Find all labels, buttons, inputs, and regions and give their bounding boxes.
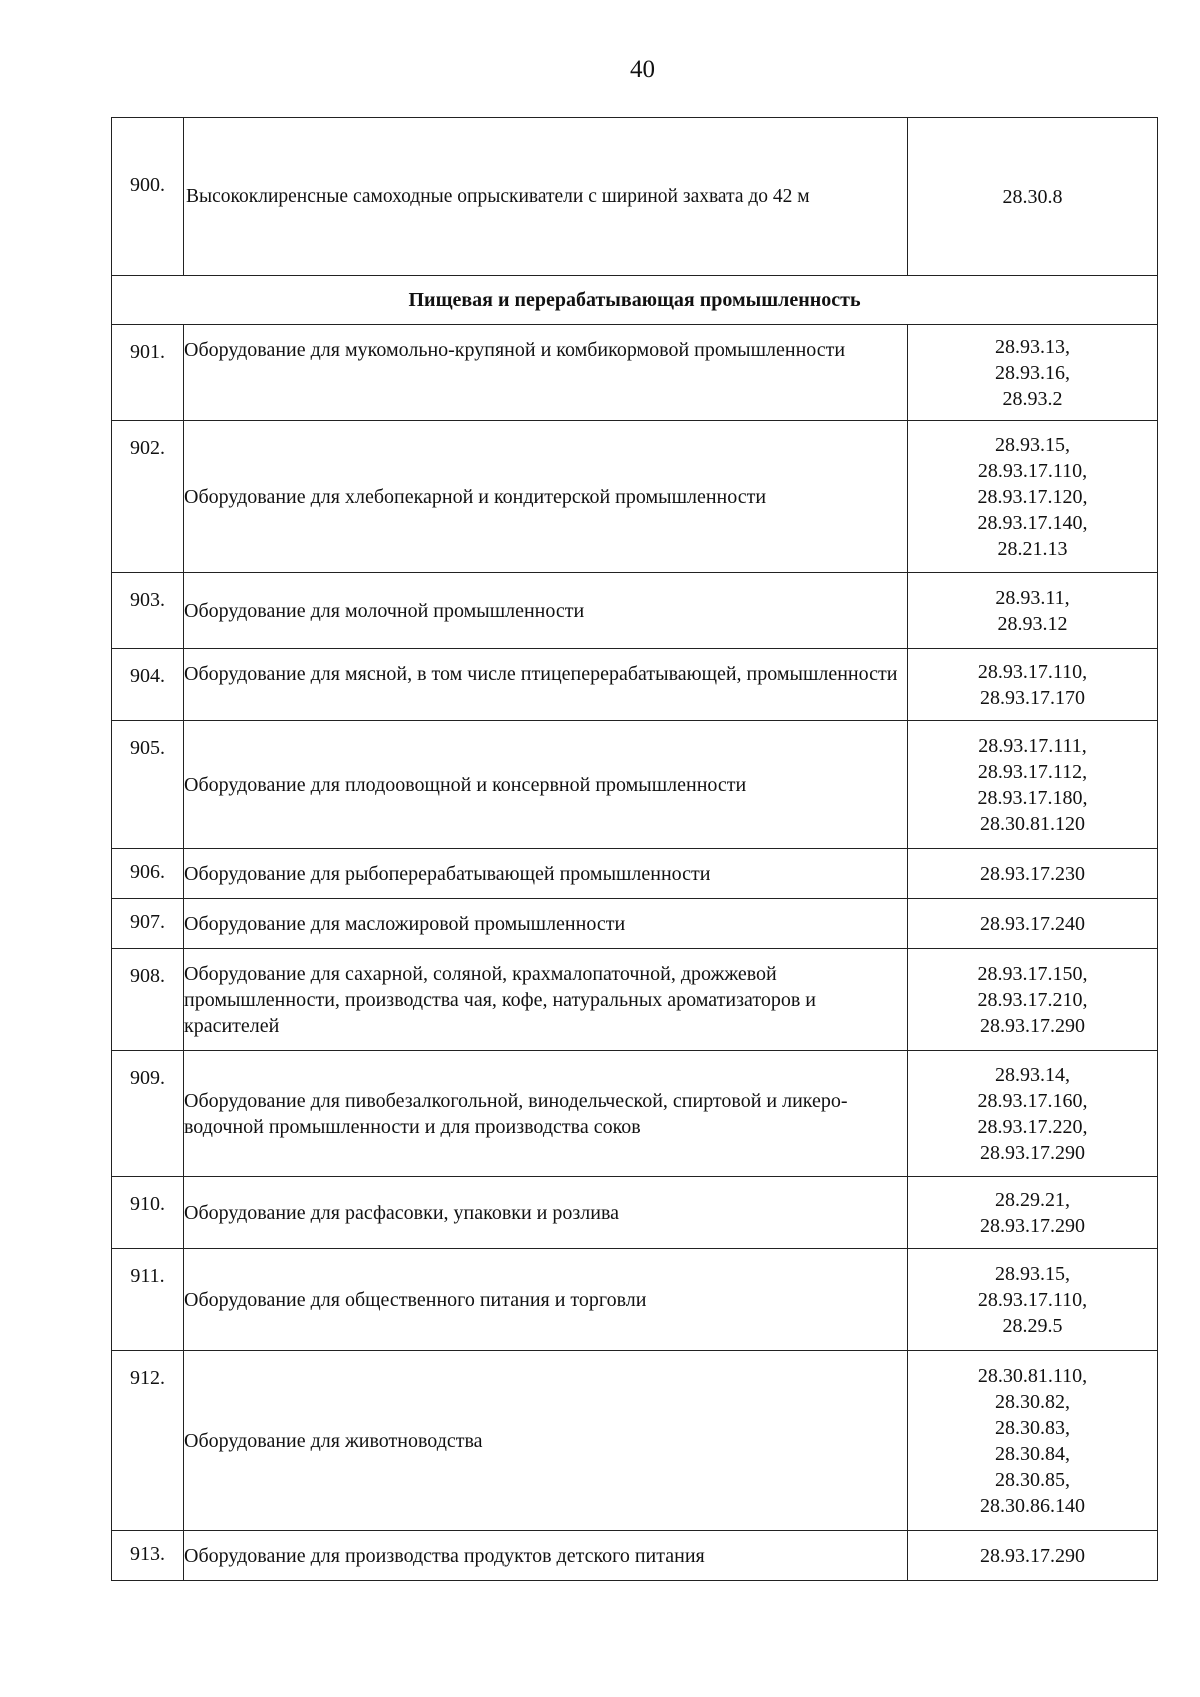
row-name: Оборудование для молочной промышленности (184, 573, 908, 649)
section-header-row (112, 276, 1158, 325)
code-line: 28.29.21, (995, 1188, 1070, 1211)
code-line: 28.93.17.112, (977, 760, 1088, 783)
row-number: 902. (112, 421, 184, 573)
row-name: Оборудование для производства продуктов детского питания (184, 1531, 908, 1581)
code-line: 28.30.86.140 (980, 1494, 1085, 1517)
row-codes (908, 1051, 1158, 1177)
row-number: 910. (112, 1177, 184, 1249)
row-codes (908, 118, 1158, 276)
row-name: Оборудование для мясной, в том числе птицеперерабатывающей, промышленности (184, 649, 908, 721)
row-name: Оборудование для животноводства (184, 1351, 908, 1531)
table-row (112, 1249, 1158, 1351)
row-codes (908, 573, 1158, 649)
code-line: 28.30.83, (995, 1416, 1070, 1439)
code-line: 28.30.81.110, (977, 1364, 1088, 1387)
row-codes (908, 949, 1158, 1051)
row-codes (908, 421, 1158, 573)
code-line: 28.93.16, (995, 361, 1070, 384)
row-number: 908. (112, 949, 184, 1051)
row-codes (908, 325, 1158, 421)
table-row (112, 949, 1158, 1051)
code-line: 28.93.17.290 (980, 1141, 1085, 1164)
code-line: 28.21.13 (997, 537, 1068, 560)
code-line: 28.93.17.110, (977, 459, 1088, 482)
row-number: 904. (112, 649, 184, 721)
row-codes (908, 649, 1158, 721)
table-row (112, 1177, 1158, 1249)
table-row (112, 1351, 1158, 1531)
equipment-table (111, 117, 1158, 1581)
code-line: 28.93.15, (995, 1262, 1070, 1285)
code-line: 28.93.17.170 (980, 686, 1085, 709)
row-number: 900. (112, 118, 184, 276)
row-codes (908, 899, 1158, 949)
code-line: 28.30.82, (995, 1390, 1070, 1413)
row-name: Оборудование для сахарной, соляной, крахмалопаточной, дрожжевой промышленности, производства чая, кофе, натуральных ароматизаторов и красителей (184, 949, 908, 1051)
table-row (112, 421, 1158, 573)
table-row (112, 649, 1158, 721)
row-name: Оборудование для хлебопекарной и кондитерской промышленности (184, 421, 908, 573)
table-row (112, 721, 1158, 849)
table-row (112, 573, 1158, 649)
code-line: 28.93.11, (995, 586, 1070, 609)
row-codes (908, 849, 1158, 899)
code-line: 28.93.17.290 (980, 1544, 1085, 1567)
code-line: 28.30.8 (1002, 185, 1063, 208)
table-row (112, 1531, 1158, 1581)
page-number: 40 (630, 56, 655, 83)
row-name: Оборудование для масложировой промышленности (184, 899, 908, 949)
row-codes (908, 1531, 1158, 1581)
row-name: Оборудование для расфасовки, упаковки и розлива (184, 1177, 908, 1249)
row-number: 911. (112, 1249, 184, 1351)
code-line: 28.93.12 (997, 612, 1068, 635)
code-line: 28.93.17.230 (980, 862, 1085, 885)
code-line: 28.93.17.240 (980, 912, 1085, 935)
table-row (112, 325, 1158, 421)
row-number: 906. (112, 849, 184, 899)
table-row (112, 1051, 1158, 1177)
code-line: 28.93.17.160, (977, 1089, 1088, 1112)
code-line: 28.30.81.120 (980, 812, 1085, 835)
row-number: 905. (112, 721, 184, 849)
row-codes (908, 1177, 1158, 1249)
code-line: 28.93.2 (1002, 387, 1063, 410)
row-codes (908, 1351, 1158, 1531)
code-line: 28.93.17.290 (980, 1214, 1085, 1237)
row-name: Оборудование для плодоовощной и консервной промышленности (184, 721, 908, 849)
code-line: 28.93.17.110, (977, 1288, 1088, 1311)
row-name: Оборудование для общественного питания и торговли (184, 1249, 908, 1351)
row-name: Оборудование для пивобезалкогольной, винодельческой, спиртовой и ликеро-водочной промышленности и для производства соков (184, 1051, 908, 1177)
row-number: 913. (112, 1531, 184, 1581)
code-line: 28.93.17.210, (977, 988, 1088, 1011)
code-line: 28.30.84, (995, 1442, 1070, 1465)
code-line: 28.93.15, (995, 433, 1070, 456)
row-number: 903. (112, 573, 184, 649)
code-line: 28.93.17.140, (977, 511, 1088, 534)
section-title: Пищевая и перерабатывающая промышленность (112, 276, 1158, 325)
code-line: 28.29.5 (1002, 1314, 1063, 1337)
table-row (112, 899, 1158, 949)
row-codes (908, 721, 1158, 849)
code-line: 28.93.14, (995, 1063, 1070, 1086)
row-name: Оборудование для мукомольно-крупяной и комбикормовой промышленности (184, 325, 908, 421)
code-line: 28.93.17.220, (977, 1115, 1088, 1138)
code-line: 28.93.17.110, (977, 660, 1088, 683)
code-line: 28.93.13, (995, 335, 1070, 358)
row-name: Оборудование для рыбоперерабатывающей промышленности (184, 849, 908, 899)
code-line: 28.93.17.180, (977, 786, 1088, 809)
code-line: 28.93.17.111, (978, 734, 1087, 757)
table-row (112, 849, 1158, 899)
row-number: 901. (112, 325, 184, 421)
code-line: 28.93.17.150, (977, 962, 1088, 985)
code-line: 28.30.85, (995, 1468, 1070, 1491)
row-number: 912. (112, 1351, 184, 1531)
code-line: 28.93.17.120, (977, 485, 1088, 508)
row-name: Высококлиренсные самоходные опрыскиватели с шириной захвата до 42 м (184, 118, 908, 276)
row-codes (908, 1249, 1158, 1351)
code-line: 28.93.17.290 (980, 1014, 1085, 1037)
row-number: 907. (112, 899, 184, 949)
table-row-900 (112, 118, 1158, 276)
row-number: 909. (112, 1051, 184, 1177)
